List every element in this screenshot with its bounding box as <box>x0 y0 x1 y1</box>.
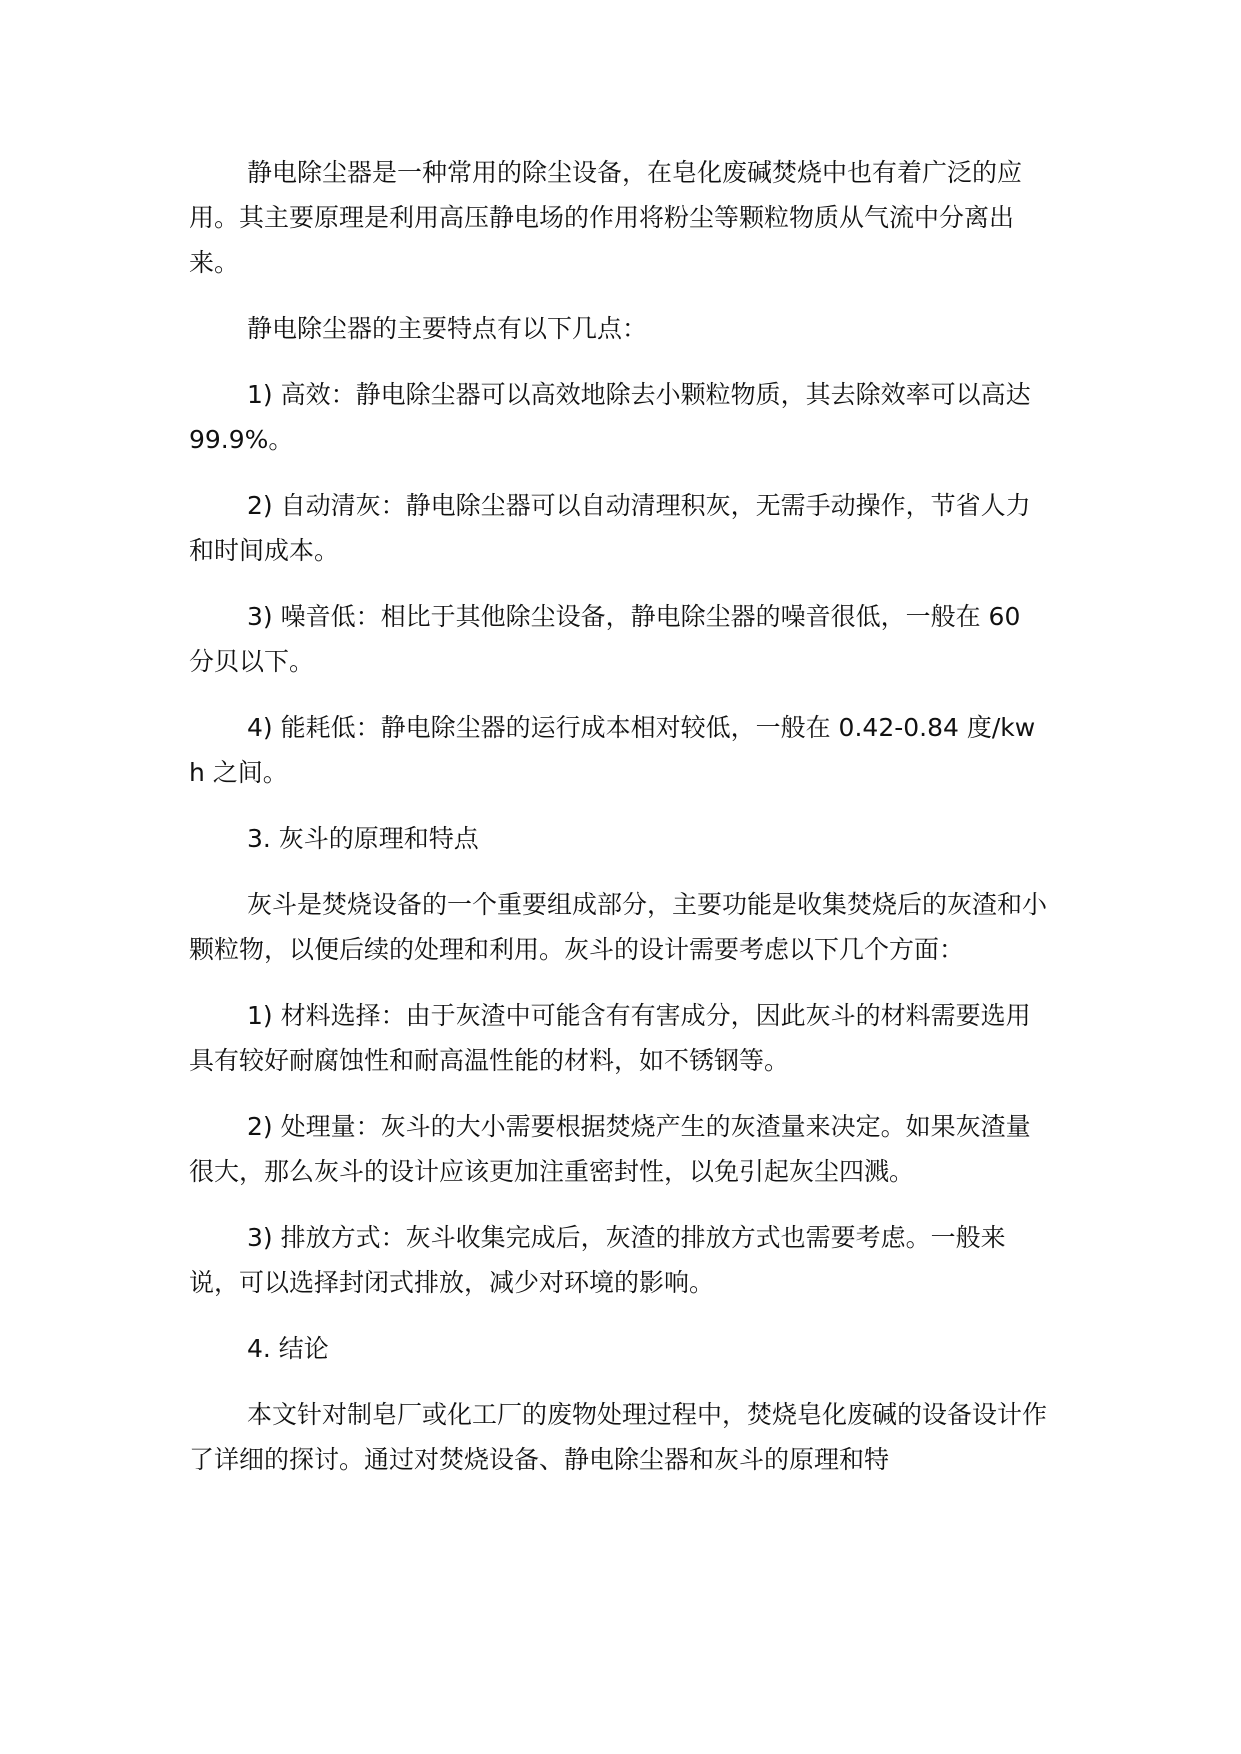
paragraph-esp-features-lead: 静电除尘器的主要特点有以下几点： <box>247 314 648 343</box>
section-heading-ash-hopper: 3. 灰斗的原理和特点 <box>247 824 479 853</box>
paragraph-esp-intro: 静电除尘器是一种常用的除尘设备，在皂化废碱焚烧中也有着广泛的应用。其主要原理是利用高压静电场的作用将粉尘等颗粒物质从气流中分离出来。 <box>189 158 1023 277</box>
paragraph-esp-feature-3: 3) 噪音低：相比于其他除尘设备，静电除尘器的噪音很低，一般在 60 分贝以下。 <box>189 602 1021 676</box>
paragraph-esp-feature-2: 2) 自动清灰：静电除尘器可以自动清理积灰，无需手动操作，节省人力和时间成本。 <box>189 491 1031 565</box>
section-heading-conclusion: 4. 结论 <box>247 1334 329 1363</box>
paragraph-ash-hopper-point-2: 2) 处理量：灰斗的大小需要根据焚烧产生的灰渣量来决定。如果灰渣量很大，那么灰斗的设计应该更加注重密封性，以免引起灰尘四溅。 <box>189 1112 1031 1186</box>
document-body <box>189 150 1049 1503</box>
paragraph-ash-hopper-intro: 灰斗是焚烧设备的一个重要组成部分，主要功能是收集焚烧后的灰渣和小颗粒物，以便后续的处理和利用。灰斗的设计需要考虑以下几个方面： <box>189 890 1048 964</box>
paragraph-esp-feature-1: 1) 高效：静电除尘器可以高效地除去小颗粒物质，其去除效率可以高达 99.9%。 <box>189 380 1031 454</box>
paragraph-esp-feature-4: 4) 能耗低：静电除尘器的运行成本相对较低，一般在 0.42-0.84 度/kwh 之间。 <box>189 713 1036 787</box>
paragraph-conclusion: 本文针对制皂厂或化工厂的废物处理过程中，焚烧皂化废碱的设备设计作了详细的探讨。通过对焚烧设备、静电除尘器和灰斗的原理和特 <box>189 1400 1048 1474</box>
paragraph-ash-hopper-point-3: 3) 排放方式：灰斗收集完成后，灰渣的排放方式也需要考虑。一般来说，可以选择封闭式排放，减少对环境的影响。 <box>189 1223 1006 1297</box>
paragraph-ash-hopper-point-1: 1) 材料选择：由于灰渣中可能含有有害成分，因此灰斗的材料需要选用具有较好耐腐蚀性和耐高温性能的材料，如不锈钢等。 <box>189 1001 1031 1075</box>
